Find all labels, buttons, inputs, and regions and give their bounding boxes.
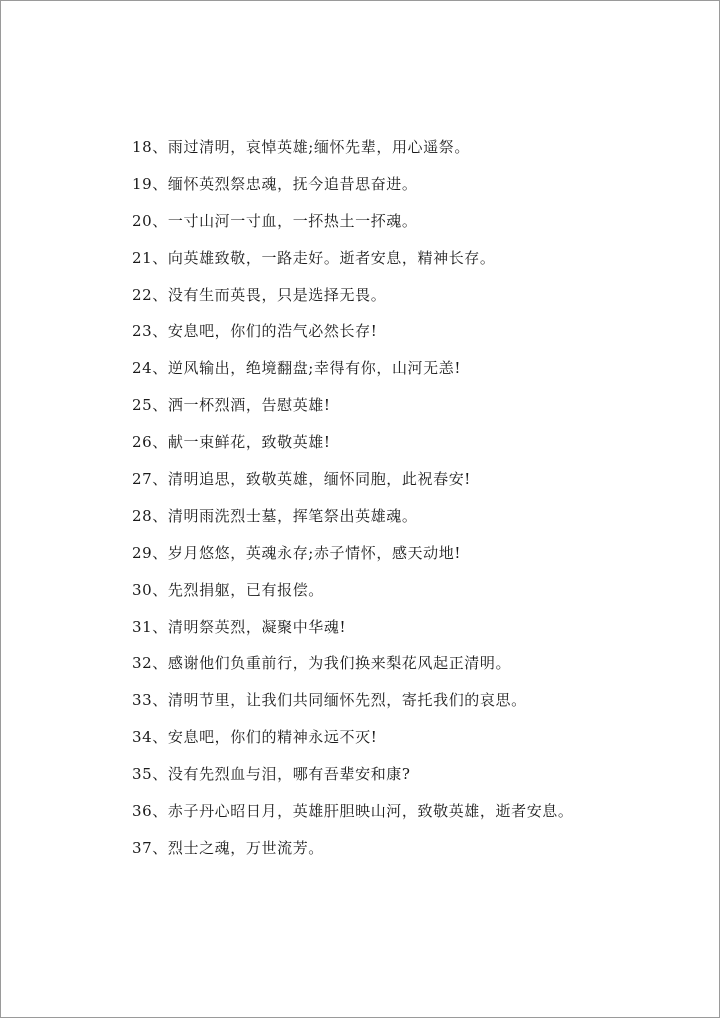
list-item: 29、岁月悠悠，英魂永存;赤子情怀，感天动地! [132, 543, 461, 562]
list-item: 24、逆风输出，绝境翻盘;幸得有你，山河无恙! [132, 359, 461, 378]
list-item: 18、雨过清明，哀悼英雄;缅怀先辈，用心遥祭。 [132, 138, 470, 156]
list-item: 26、献一束鲜花，致敬英雄! [132, 433, 331, 452]
list-item: 22、没有生而英畏，只是选择无畏。 [132, 285, 387, 304]
list-item: 33、清明节里，让我们共同缅怀先烈，寄托我们的哀思。 [132, 691, 527, 710]
list-item: 28、清明雨洗烈士墓，挥笔祭出英雄魂。 [132, 506, 418, 525]
list-item: 27、清明追思，致敬英雄，缅怀同胞，此祝春安! [132, 470, 471, 489]
list-item: 37、烈士之魂，万世流芳。 [132, 838, 324, 857]
list-item: 30、先烈捐躯，已有报偿。 [132, 580, 324, 599]
list-item: 25、洒一杯烈酒，告慰英雄! [132, 396, 331, 415]
list-item: 21、向英雄致敬，一路走好。逝者安息，精神长存。 [132, 248, 496, 267]
list-item: 35、没有先烈血与泪，哪有吾辈安和康? [132, 765, 411, 784]
list-item: 20、一寸山河一寸血，一抔热土一抔魂。 [132, 211, 418, 230]
list-item: 32、感谢他们负重前行，为我们换来梨花风起正清明。 [132, 654, 512, 673]
list-item: 36、赤子丹心昭日月，英雄肝胆映山河，致敬英雄，逝者安息。 [132, 802, 574, 821]
list-item: 31、清明祭英烈，凝聚中华魂! [132, 617, 347, 636]
document-text-list [132, 135, 692, 873]
list-item: 23、安息吧，你们的浩气必然长存! [132, 322, 378, 341]
list-item: 34、安息吧，你们的精神永远不灭! [132, 728, 378, 747]
list-item: 19、缅怀英烈祭忠魂，抚今追昔思奋进。 [132, 174, 418, 193]
